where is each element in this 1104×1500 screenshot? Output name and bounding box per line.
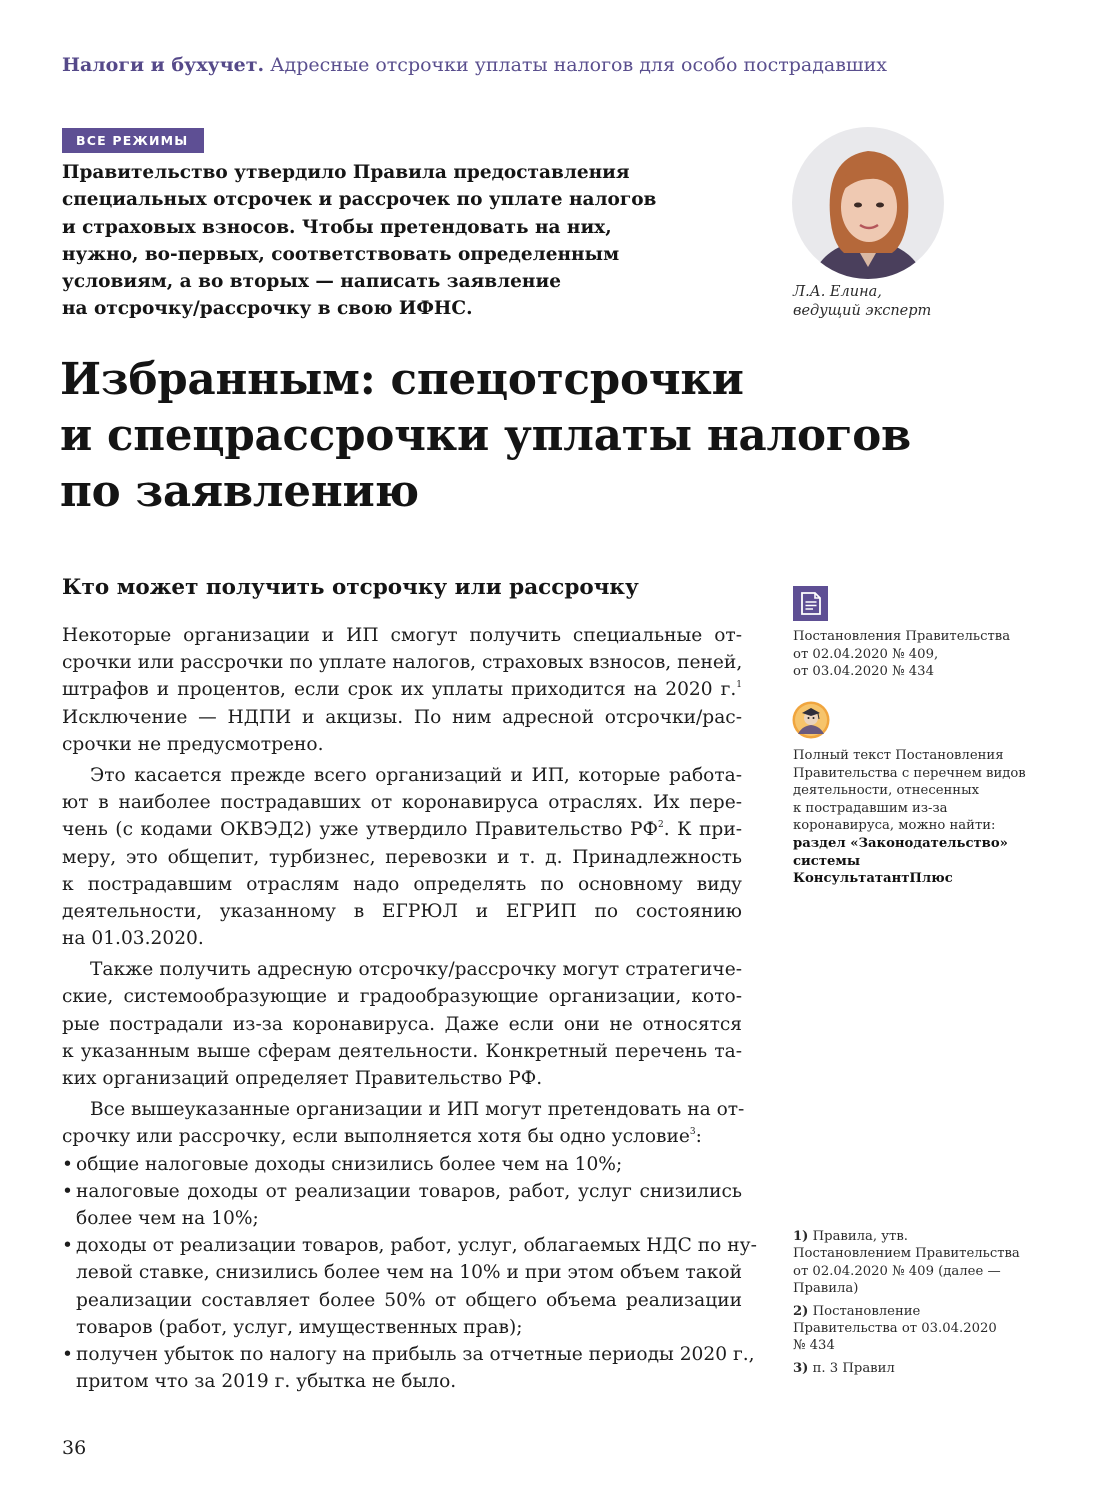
body-line: Некоторые организации и ИП смогут получить специальные от- (62, 625, 742, 646)
bullet-item: • доходы от реализации товаров, работ, услуг, облагаемых НДС по ну- (62, 1232, 742, 1259)
sidebar-line: деятельности, отнесенных (793, 783, 980, 799)
body-line: ких организаций определяет Правительство РФ. (62, 1068, 543, 1089)
bullet-item: • общие налоговые доходы снизились более чем на 10%; (62, 1151, 742, 1178)
bullet-continuation: левой ставке, снизились более чем на 10% и при этом объем такой (76, 1262, 742, 1284)
section-heading: Кто может получить отсрочку или рассрочку (62, 575, 639, 600)
body-line: чень (с кодами ОКВЭД2) уже утвердило Правительство $РФ^2$. К при- (62, 819, 743, 841)
footnotes (793, 1228, 1020, 1382)
author-caption (793, 283, 931, 321)
bullet-continuation: товаров (работ, услуг, имущественных прав); (76, 1316, 523, 1338)
body-line: к пострадавшим отраслям надо определять по основному виду (62, 873, 742, 895)
expert-avatar-icon (792, 701, 830, 739)
lead-line: и страховых взносов. Чтобы претендовать на них, (62, 216, 612, 238)
lead-line: Правительство утвердило Правила предоставления (62, 162, 630, 183)
body-line: срочки или рассрочки по уплате налогов, страховых взносов, пеней, (62, 652, 743, 674)
body-line: на 01.03.2020. (62, 928, 204, 950)
sidebar-line: коронавируса, можно найти: (793, 818, 996, 834)
sidebar-line: Постановления Правительства (793, 629, 1011, 644)
author-role: ведущий эксперт (793, 303, 932, 319)
sidebar-link[interactable]: системы (793, 853, 861, 869)
footnote-3: 3) п. 3 Правил (793, 1360, 895, 1376)
author-portrait (792, 127, 944, 279)
title-line: Избранным: спецотсрочки (60, 354, 744, 405)
body-line: Все вышеуказанные организации и ИП могут претендовать на от- (90, 1099, 745, 1121)
footnote-ref: 1 (736, 680, 742, 691)
body-line: срочку или рассрочку, если выполняется хотя бы одно условие$^3$: (62, 1126, 702, 1148)
lead-line: условиям, а во вторых — написать заявление (62, 271, 561, 293)
document-icon (793, 586, 828, 621)
footnote-1: 1) Правила, утв. Постановлением Правительства от 02.04.2020 № 409 (далее — Правила) (793, 1229, 1020, 1297)
sidebar-line: Правительства с перечнем видов (793, 765, 1026, 781)
sidebar-line: к пострадавшим из-за (793, 800, 948, 816)
lead-line: специальных отсрочек и рассрочек по уплате налогов (62, 189, 657, 211)
bullet-continuation: притом что за 2019 г. убытка не было. (76, 1371, 457, 1393)
sidebar-link[interactable]: раздел «Законодательство» (793, 835, 1008, 851)
body-line: Это касается прежде всего организаций и ИП, которые работа- (90, 764, 742, 786)
sidebar-link[interactable]: КонсультатантПлюс (793, 871, 953, 887)
sidebar-line: от 02.04.2020 № 409, (793, 646, 939, 662)
sidebar-note-fulltext (793, 747, 1026, 888)
footnote-2: 2) Постановление Правительства от 03.04.2020 № 434 (793, 1303, 997, 1354)
sidebar-line: от 03.04.2020 № 434 (793, 664, 934, 680)
footnote-ref: 3 (689, 1127, 696, 1138)
lead-line: нужно, во-первых, соответствовать определенным (62, 243, 620, 265)
article-title (60, 352, 1060, 520)
header-section: Налоги и бухучет. (62, 54, 265, 76)
lead-line: на отсрочку/рассрочку в свою ИФНС. (62, 298, 473, 320)
lead-paragraph (62, 159, 722, 323)
article-body (62, 622, 757, 1395)
body-line: к указанным выше сферам деятельности. Конкретный перечень та- (62, 1040, 742, 1062)
bullet-continuation: реализации составляет более 50% от общего объема реализации (76, 1289, 742, 1311)
header-article: Адресные отсрочки уплаты налогов для особо пострадавших (270, 54, 887, 76)
body-line: ют в наиболее пострадавших от коронавируса отраслях. Их пере- (62, 792, 742, 814)
body-line: рые пострадали из-за коронавируса. Даже если они не относятся (62, 1013, 742, 1035)
body-line: Исключение — НДПИ и акцизы. По ним адресной отсрочки/рас- (62, 706, 742, 728)
title-line: и спецрассрочки уплаты налогов (60, 410, 912, 461)
body-line: Также получить адресную отсрочку/рассрочку могут стратегиче- (90, 959, 742, 981)
sidebar-line: Полный текст Постановления (793, 748, 1004, 763)
bullet-item: • получен убыток по налогу на прибыль за отчетные периоды 2020 г., (62, 1341, 742, 1368)
running-header (62, 54, 1042, 76)
sidebar-note-resolutions (793, 628, 1010, 681)
author-name: Л.А. Елина, (793, 284, 882, 300)
footnote-ref: 2 (658, 820, 664, 831)
bullet-item: • налоговые доходы от реализации товаров, работ, услуг снизились (62, 1178, 742, 1205)
body-line: срочки не предусмотрено. (62, 733, 324, 755)
body-line: деятельности, указанному в ЕГРЮЛ и ЕГРИП по состоянию (62, 900, 742, 922)
bullet-continuation: более чем на 10%; (76, 1207, 259, 1229)
title-line: по заявлению (60, 466, 419, 517)
body-line: ские, системообразующие и градообразующие организации, кото- (62, 986, 742, 1008)
body-line: штрафов и процентов, если срок их уплаты приходится на 2020 г.$^1$ (62, 679, 742, 701)
body-line: меру, это общепит, турбизнес, перевозки и т. д. Принадлежность (62, 846, 742, 868)
page-number: 36 (62, 1437, 87, 1459)
category-tag: ВСЕ РЕЖИМЫ (62, 128, 204, 153)
